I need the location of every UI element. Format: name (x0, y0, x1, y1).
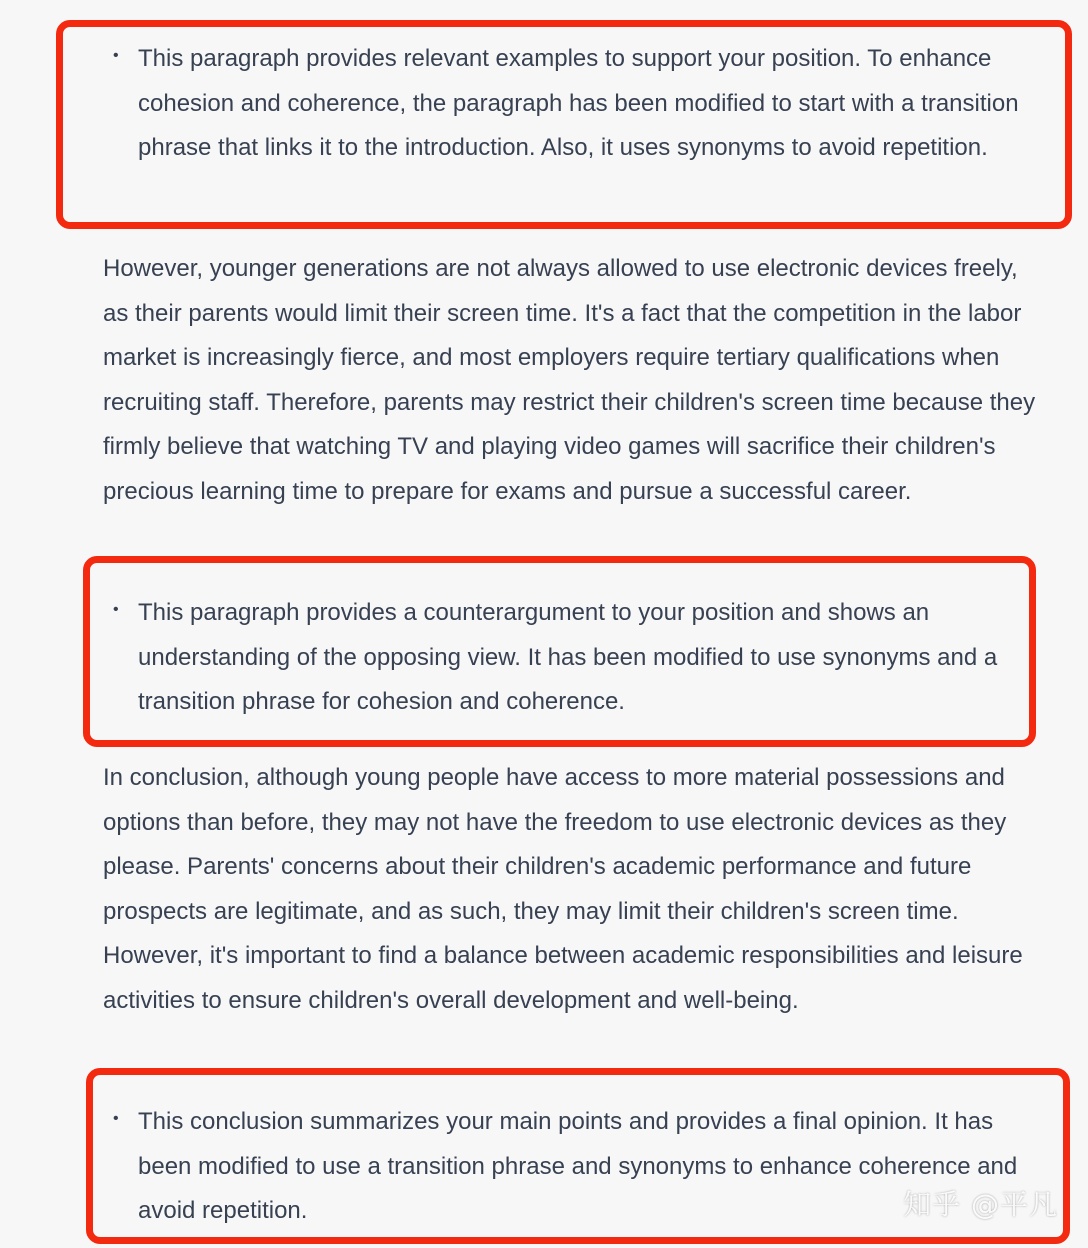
bullet-icon: • (113, 1110, 119, 1127)
bullet-icon: • (113, 601, 119, 618)
feedback-note-3: This conclusion summarizes your main points and provides a final opinion. It has been modified to use a transition phrase and synonyms to enhance coherence and avoid repetition. (138, 1108, 1018, 1224)
feedback-note-1: This paragraph provides relevant examples to support your position. To enhance cohesion and coherence, the paragraph has been modified to start with a transition phrase that links it to the introduction. Also, it uses synonyms to avoid repetition. (138, 45, 1019, 161)
bullet-icon: • (113, 47, 119, 64)
feedback-note-2: This paragraph provides a counterargument to your position and shows an understanding of the opposing view. It has been modified to use synonyms and a transition phrase for cohesion and coherence. (138, 599, 998, 715)
watermark: 知乎 @平凡 (903, 1188, 1058, 1221)
essay-paragraph-conclusion: In conclusion, although young people have access to more material possessions and options than before, they may not have the freedom to use electronic devices as they please. Parents' concerns about their children's academic performance and future prospects are legitimate, and as such, they may limit their children's screen time. However, it's important to find a balance between academic responsibilities and leisure activities to ensure children's overall development and well-being. (103, 764, 1023, 1014)
essay-paragraph-body: However, younger generations are not always allowed to use electronic devices freely, as their parents would limit their screen time. It's a fact that the competition in the labor market is increasingly fierce, and most employers require tertiary qualifications when recruiting staff. Therefore, parents may restrict their children's screen time because they firmly believe that watching TV and playing video games will sacrifice their children's precious learning time to prepare for exams and pursue a successful career. (103, 255, 1036, 505)
